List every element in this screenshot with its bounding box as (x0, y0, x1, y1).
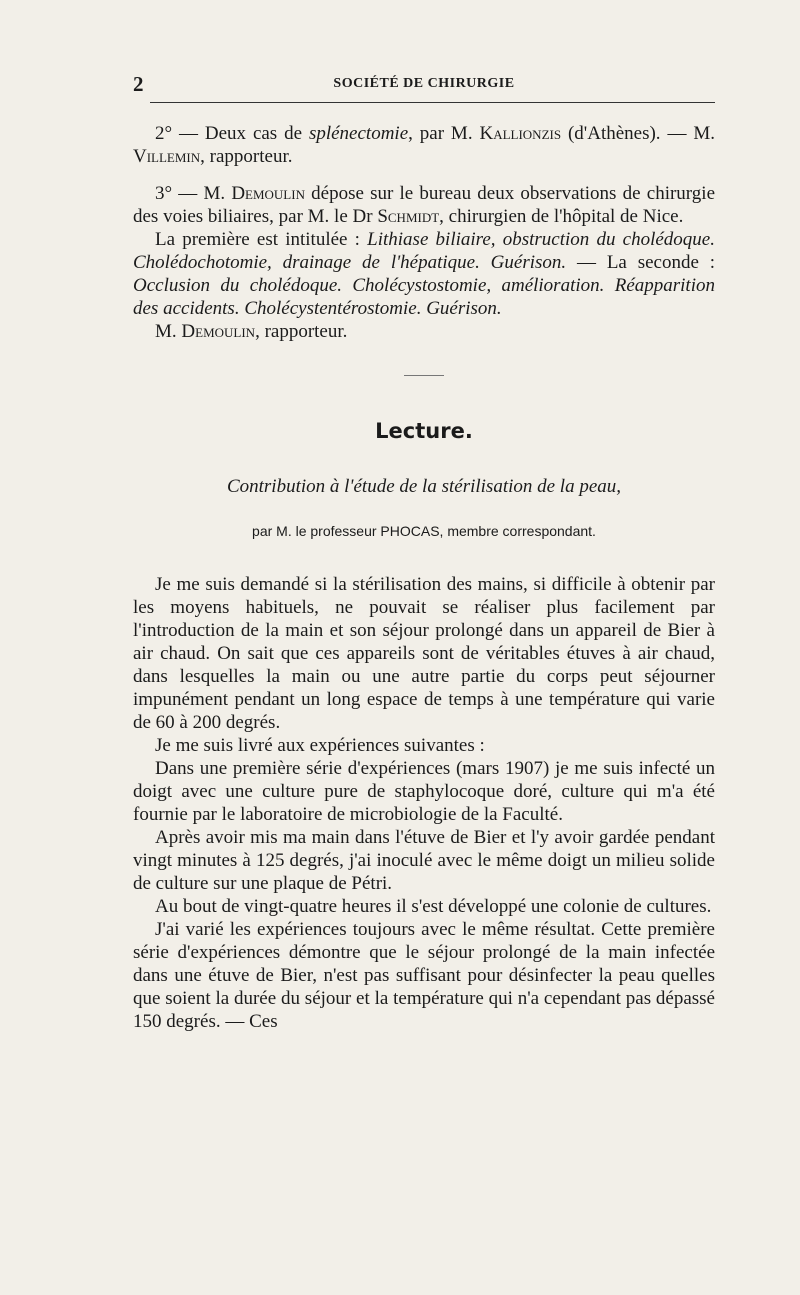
section-separator (404, 375, 444, 376)
item-2-paragraph (133, 122, 715, 168)
item-3-rapporteur-end: , rapporteur. (255, 321, 348, 342)
body-paragraph-3: Dans une première série d'expériences (mars 1907) je me suis infecté un doigt avec une culture pure de staphylocoque doré, culture qui m'a été fournie par le laboratoire de microbiologie de la Faculté. (133, 758, 715, 825)
article-title: Contribution à l'étude de la stérilisation de la peau, (226, 476, 622, 497)
item-2-title: splénectomie (308, 123, 409, 144)
header-rule (150, 102, 715, 103)
body-paragraph-5: Au bout de vingt-quatre heures il s'est développé une colonie de cultures. (155, 896, 712, 917)
item-2-suffix: (d'Athènes). — M. (561, 123, 715, 144)
spacer (133, 168, 715, 182)
item-3-titles-paragraph (133, 228, 715, 320)
item-2-middle: , par M. (408, 123, 480, 144)
body-paragraph-1: Je me suis demandé si la stérilisation des mains, si difficile à obtenir par les moyens habituels, ne pouvait se réaliser plus facilement par l'introduction de la main et son séjour prolongé dans un appareil de Bier à air chaud. On sait que ces appareils sont de véritables étuves à air chaud, dans lesquelles la main ou une autre partie du corps peut séjourner impunément pendant un long espace de temps à une température qui varie de 60 à 200 degrés. (133, 574, 715, 733)
page-header (133, 70, 715, 100)
item-3-rapporteur-prefix: M. (155, 321, 182, 342)
running-head: SOCIÉTÉ DE CHIRURGIE (333, 76, 515, 91)
item-2-author: Kallionzis (479, 123, 562, 144)
lecture-heading: Lecture. (375, 419, 473, 443)
page-body (133, 122, 715, 1033)
item-3-titles-middle: — La seconde : (566, 252, 716, 273)
body-paragraph-2: Je me suis livré aux expériences suivantes : (155, 735, 485, 756)
item-3-name: Demoulin (231, 183, 305, 204)
item-3-paragraph (133, 182, 715, 228)
item-2-end: , rapporteur. (200, 146, 293, 167)
item-3-first-title: Lithiase biliaire, obstruction du cholédoque. Cholédochotomie, drainage de l'hépatique. Guérison. (133, 229, 715, 273)
item-3-second-title: Occlusion du cholédoque. Cholécystostomie, amélioration. Réapparition des accidents. Cholécystentérostomie. Guérison. (133, 275, 715, 319)
page-number: 2 (133, 72, 144, 96)
item-3-end: , chirurgien de l'hôpital de Nice. (439, 206, 684, 227)
item-3-titles-prefix: La première est intitulée : (155, 229, 368, 250)
item-3-rapporteur-paragraph (133, 320, 715, 343)
body-paragraph-6: J'ai varié les expériences toujours avec le même résultat. Cette première série d'expériences démontre que le séjour prolongé de la main infectée dans une étuve de Bier, n'est pas suffisant pour désinfecter la peau quelles que soient la durée du séjour et la température qui n'a cependant pas dépassé 150 degrés. — Ces (133, 919, 715, 1032)
article-byline: par M. le professeur PHOCAS, membre correspondant. (252, 523, 596, 539)
item-3-middle: dépose sur le bureau deux observations de chirurgie des voies biliaires, par M. le Dr (133, 183, 715, 227)
item-3-prefix: 3° — M. (155, 183, 232, 204)
item-2-prefix: 2° — Deux cas de (155, 123, 309, 144)
item-2-rapporteur: Villemin (133, 146, 201, 167)
body-paragraph-4: Après avoir mis ma main dans l'étuve de Bier et l'y avoir gardée pendant vingt minutes à 125 degrés, j'ai inoculé avec le même doigt un milieu solide de culture sur une plaque de Pétri. (133, 827, 715, 894)
item-3-rapporteur-name: Demoulin (181, 321, 256, 342)
item-3-author: Schmidt (377, 206, 440, 227)
